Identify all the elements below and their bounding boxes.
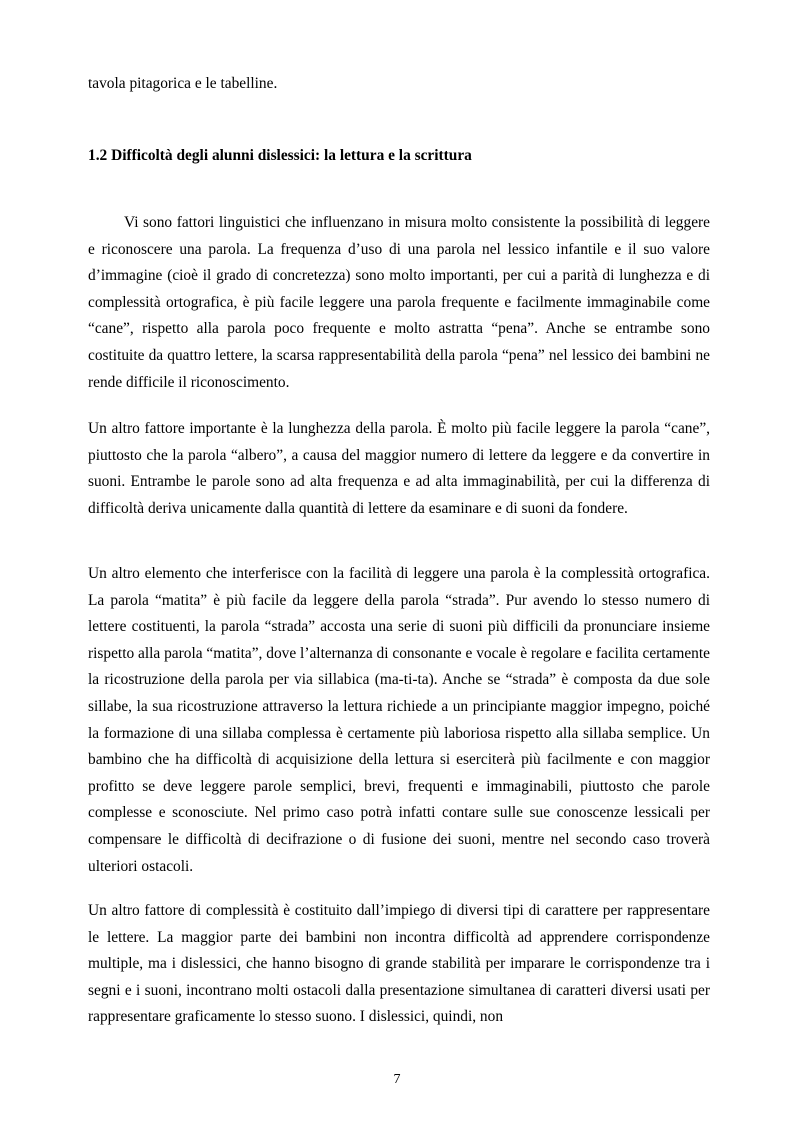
body-paragraph-4: Un altro fattore di complessità è costituito dall’impiego di diversi tipi di carattere per rappresentare le lettere. La maggior parte dei bambini non incontra difficoltà ad apprendere corrispondenze multiple, ma i dislessici, che hanno bisogno di grande stabilità per imparare le corrispondenze tra i segni e i suoni, incontrano molti ostacoli dalla presentazione simultanea di caratteri diversi usati per rappresentare graficamente lo stesso suono. I dislessici, quindi, non bbox=[88, 902, 710, 1026]
body-paragraph-3: Un altro elemento che interferisce con la facilità di leggere una parola è la complessità ortografica. La parola “matita” è più facile da leggere della parola “strada”. Pur avendo lo stesso numero di lettere costituenti, la parola “strada” accosta una serie di suoni più difficili da pronunciare insieme rispetto alla parola “matita”, dove l’alternanza di consonante e vocale è regolare e facilita certamente la ricostruzione della parola per via sillabica (ma-ti-ta). Anche se “strada” è composta da due sole sillabe, la sua ricostruzione attraverso la lettura richiede a un principiante maggior impegno, poiché la formazione di una sillaba complessa è certamente più laboriosa rispetto alla sillaba semplice. Un bambino che ha difficoltà di acquisizione della lettura si eserciterà più facilmente e con maggior profitto se deve leggere parole semplici, brevi, frequenti e immaginabili, piuttosto che parole complesse e sconosciute. Nel primo caso potrà infatti contare sulle sue conoscenze lessicali per compensare le difficoltà di decifrazione o di fusione dei suoni, mentre nel secondo caso troverà ulteriori ostacoli. bbox=[88, 565, 710, 875]
body-paragraph-2: Un altro fattore importante è la lunghezza della parola. È molto più facile leggere la parola “cane”, piuttosto che la parola “albero”, a causa del maggior numero di lettere da leggere e da convertire in suoni. Entrambe le parole sono ad alta frequenza e ad alta immaginabilità, per cui la differenza di difficoltà deriva unicamente dalla quantità di lettere da esaminare e di suoni da fondere. bbox=[88, 420, 710, 517]
intro-line: tavola pitagorica e le tabelline. bbox=[88, 75, 278, 92]
page-number: 7 bbox=[393, 1072, 401, 1087]
section-heading: 1.2 Difficoltà degli alunni dislessici: la lettura e la scrittura bbox=[88, 147, 472, 164]
body-paragraph-1: Vi sono fattori linguistici che influenzano in misura molto consistente la possibilità di leggere e riconoscere una parola. La frequenza d’uso di una parola nel lessico infantile e il suo valore d’immagine (cioè il grado di concretezza) sono molto importanti, per cui a parità di lunghezza e di complessità ortografica, è più facile leggere una parola frequente e facilmente immaginabile come “cane”, rispetto alla parola poco frequente e molto astratta “pena”. Anche se entrambe sono costituite da quattro lettere, la scarsa rappresentabilità della parola “pena” nel lessico dei bambini ne rende difficile il riconoscimento. bbox=[88, 214, 710, 391]
